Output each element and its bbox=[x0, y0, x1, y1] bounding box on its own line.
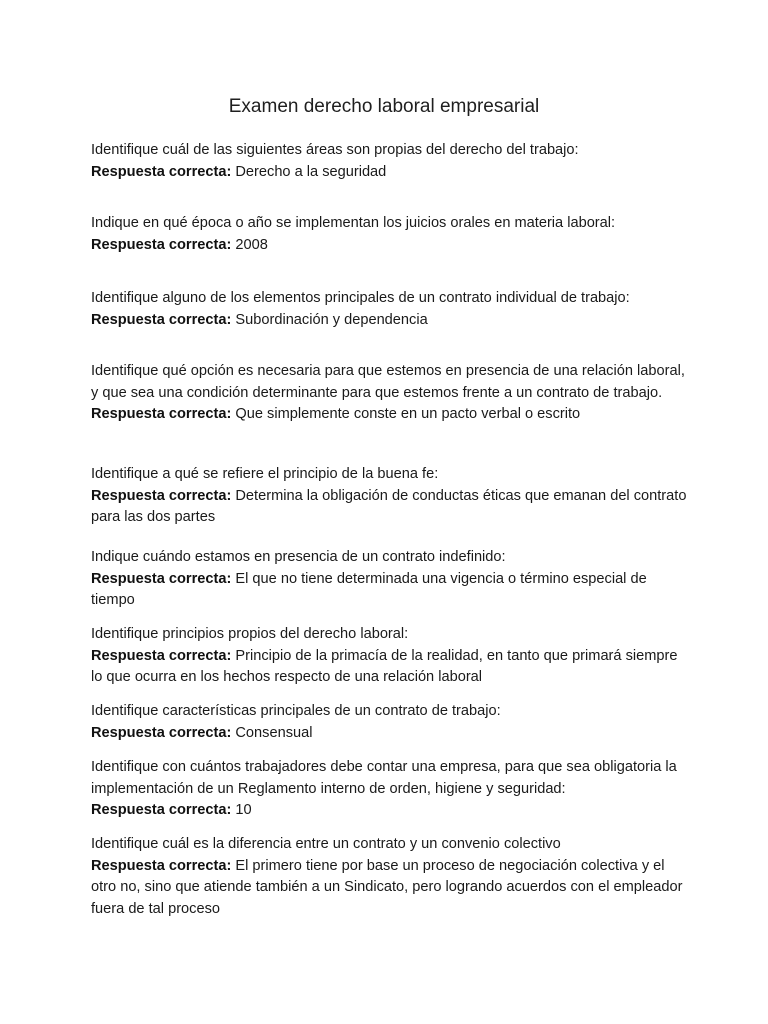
qa-item bbox=[91, 834, 691, 920]
question-text: Identifique cuál de las siguientes áreas son propias del derecho del trabajo: bbox=[91, 142, 579, 158]
qa-item bbox=[91, 757, 691, 822]
question-text: Identifique qué opción es necesaria para que estemos en presencia de una relación laboral, y que sea una condición determinante para que estemos frente a un contrato de trabajo. bbox=[91, 363, 685, 401]
question-text: Identifique cuál es la diferencia entre un contrato y un convenio colectivo bbox=[91, 836, 561, 852]
answer-label: Respuesta correcta: bbox=[91, 802, 232, 818]
answer-line bbox=[91, 723, 691, 745]
answer-label: Respuesta correcta: bbox=[91, 406, 232, 422]
answer-label: Respuesta correcta: bbox=[91, 163, 232, 180]
question-text: Identifique principios propios del derecho laboral: bbox=[91, 626, 409, 642]
answer-line bbox=[91, 235, 691, 257]
answer-label: Respuesta correcta: bbox=[91, 724, 232, 741]
answer-line bbox=[91, 646, 691, 689]
answer-text: 10 bbox=[235, 802, 252, 818]
answer-label: Respuesta correcta: bbox=[91, 487, 232, 504]
answer-line bbox=[91, 800, 691, 822]
question-text: Indique cuándo estamos en presencia de un contrato indefinido: bbox=[91, 549, 506, 565]
answer-line bbox=[91, 569, 691, 612]
qa-item bbox=[91, 213, 691, 256]
answer-line bbox=[91, 162, 691, 184]
answer-line bbox=[91, 404, 691, 426]
document-title: Examen derecho laboral empresarial bbox=[228, 96, 540, 117]
answer-line bbox=[91, 310, 691, 332]
answer-label: Respuesta correcta: bbox=[91, 857, 232, 874]
qa-item bbox=[91, 288, 691, 331]
answer-label: Respuesta correcta: bbox=[91, 236, 232, 253]
answer-text: 2008 bbox=[235, 236, 268, 253]
question-text: Identifique características principales de un contrato de trabajo: bbox=[91, 703, 501, 719]
answer-text: El que no tiene determinada una vigencia o término especial de tiempo bbox=[91, 570, 647, 608]
question-text: Identifique con cuántos trabajadores debe contar una empresa, para que sea obligatoria la implementación de un Reglamento interno de orden, higiene y seguridad: bbox=[91, 759, 677, 797]
answer-text: Derecho a la seguridad bbox=[235, 163, 387, 180]
answer-label: Respuesta correcta: bbox=[91, 311, 232, 328]
qa-item bbox=[91, 464, 691, 529]
answer-label: Respuesta correcta: bbox=[91, 570, 232, 587]
qa-item bbox=[91, 701, 691, 744]
question-text: Identifique alguno de los elementos principales de un contrato individual de trabajo: bbox=[91, 290, 630, 306]
answer-line bbox=[91, 486, 691, 529]
answer-label: Respuesta correcta: bbox=[91, 647, 232, 664]
answer-text: Principio de la primacía de la realidad, en tanto que primará siempre lo que ocurra en los hechos respecto de una relación laboral bbox=[91, 647, 678, 685]
answer-text: Que simplemente conste en un pacto verbal o escrito bbox=[235, 406, 581, 422]
answer-text: Determina la obligación de conductas éticas que emanan del contrato para las dos partes bbox=[91, 487, 687, 525]
qa-item bbox=[91, 547, 691, 612]
answer-text: Subordinación y dependencia bbox=[235, 311, 428, 328]
answer-text: Consensual bbox=[235, 724, 313, 741]
qa-item bbox=[91, 361, 691, 426]
qa-item bbox=[91, 624, 691, 689]
answer-line bbox=[91, 856, 691, 921]
answer-text: El primero tiene por base un proceso de negociación colectiva y el otro no, sino que atiende también a un Sindicato, pero logrando acuerdos con el empleador fuera de tal proceso bbox=[91, 857, 683, 917]
question-text: Identifique a qué se refiere el principio de la buena fe: bbox=[91, 466, 439, 482]
qa-item bbox=[91, 140, 691, 183]
question-text: Indique en qué época o año se implementan los juicios orales en materia laboral: bbox=[91, 215, 616, 231]
